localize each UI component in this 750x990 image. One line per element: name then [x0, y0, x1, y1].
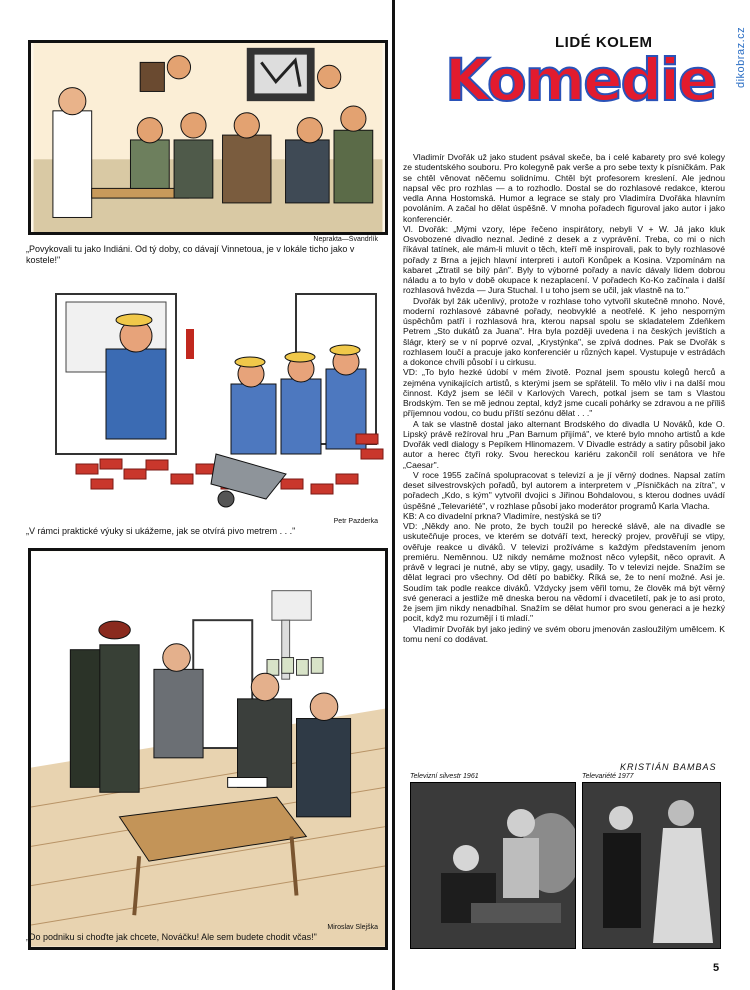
cartoon-2-credit: Petr Pazderka [333, 518, 378, 525]
cartoon-3-panel [28, 548, 388, 950]
photo-2-caption: Televariété 1977 [582, 773, 634, 780]
column-divider [392, 0, 395, 990]
cartoon-1-credit: Neprakta—Švandrlík [313, 236, 378, 243]
article-author: KRISTIÁN BAMBAS [620, 762, 717, 772]
article-paragraph: Dvořák byl žák učenlivý, protože v rozhlase toho vytvořil skutečně mnoho. Nové, moderní rozhlasové zábavné pořady, neobvyklé a neotřelé. K jeho nesporným úspěchům patří i rozhlasová hra, kterou napsal spolu se skladatelem Zdeňkem Petrem „Sto dukátů za Juana". Hra byla později uvedena i na českých jevištích a šlágr, který se v ní poprvé ozval, „Krystýnka", se zpívá dodnes. Pak se Dvořák s rozhlasem loučí a pracuje jako konferenciér u různých kapel. Vystupuje v estrádách a dokonce chvíli působí i u cirkusu. [403, 295, 725, 367]
article-paragraph: Vl. Dvořák: „Mými vzory, lépe řečeno inspirátory, nebyli V + W. Já jako kluk Osvobozené divadlo neznal. Jediné z desek a z vyprávění. Treba, co mi o nich říkával tatínek, ale mám-li mluvit o těch, kteří mě inspirovali, pak to byly rozhlasové pořady z Brna a jejich hlavní interpreti i autoři Konůpek a Kosina. Vzpomínám na kabaret „Ztratil se bílý pán". Byly to výborné pořady a navíc dávaly lidem dobrou náladu a to bylo v době okupace k nezaplacení. V pořadech Ko-Ko začínala i další rozhlasová hvězda — Jura Stuchal. I u toho jsem se učil, jak vlastně na to." [403, 223, 725, 296]
cartoon-3-credit: Miroslav Slejška [327, 924, 378, 931]
photo-2 [582, 782, 721, 949]
cartoon-1-image [31, 43, 385, 232]
article-paragraph: Vladimír Dvořák už jako student psával skeče, ba i celé kabarety pro své kolegy ze studentského souboru. Pro kolegyně pak verše a pro sebe texty k písničkám. Pak se chtěl věnovat něčemu solidnímu. Chtěl být profesorem kreslení. Ale jednou napsal věc pro rozhlas — a to rozhodlo. Dostal se do rozhlasové redakce, kterou vedla Anna Hostomská. Humor a legrace se staly pro Vladimíra Dvořáka hlavním povoláním. A začal ho dělat úspěšně. V mnoha pořadech figuroval jako autor i jako konferenciér. [403, 152, 725, 224]
cartoon-1-caption: „Povykovali tu jako Indiáni. Od tý doby, co dávají Vinnetoua, je v lokále ticho jako v kostele!" [26, 244, 355, 265]
cartoon-1-panel [28, 40, 388, 235]
photo-1-caption: Televizní silvestr 1961 [410, 773, 479, 780]
section-kicker: LIDÉ KOLEM [555, 34, 653, 51]
cartoon-3-image [31, 551, 385, 947]
article-paragraph: VD: „Někdy ano. Ne proto, že bych toužil po herecké slávě, ale na divadle se uskutečňuje proces, ve kterém se dotváří text, herecký projev, prověřují se vtipy, ověřuje reakce u diváků. V televizi prožíváme s každým představením jenom premiéru. Neměnnou. Už nikdy nemáme možnost něco vylepšit, něco opravit. A právě v legraci je nutné, aby se vtipy, gagy, usadily. To v televizi nejde. Snažím se dělat legraci pro všechny. Od dětí po babičky. Říká se, že to není možné. Asi je. Soudím tak podle reakce diváků. Vždycky jsem věřil tomu, že člověk má být věrný své generaci a jestliže mě dneska berou na vědomí i dvacetiletí, pak je to asi proto, že jsem jim nikdy nenadbíhal. Snažím se dělat humor pro svou generaci a je hezký pocit, když mu rozumějí i ti mladí." [403, 521, 725, 624]
article-body [403, 152, 725, 644]
page-number: 5 [713, 962, 720, 974]
article-paragraph: VD: „To bylo hezké údobí v mém životě. Poznal jsem spoustu kolegů herců a zejména vynikajících artistů, s kterými jsem se spřátelil. To mělo vliv i na další mou činnost. Když jsem se léčil v Karlových Varech, potkal jsem se tam s Vlastou Brodským. Ten se mě jednou zeptal, když jsme cucali pohárky se zdravou a ne příliš příjemnou vodou, co budu příští sezónu dělat . . ." [403, 367, 725, 419]
cartoon-2-image [36, 268, 386, 530]
cartoon-column [18, 0, 390, 990]
cartoon-2-caption: „V rámci praktické výuky si ukážeme, jak se otvírá pivo metrem . . ." [26, 526, 296, 536]
section-logo: Komedie [445, 46, 716, 114]
photo-1 [410, 782, 576, 949]
article-paragraph: Vladimír Dvořák byl jako jediný ve svém oboru jmenován zasloužilým umělcem. K tomu není co dodávat. [403, 623, 725, 644]
cartoon-3-caption: „Do podniku si choďte jak chcete, Nováčku! Ale sem budete chodit včas!" [26, 932, 317, 942]
watermark: dikobraz.cz [735, 26, 747, 88]
article-paragraph: KB: A co divadelní prkna? Vladimíre, nestýská se ti? [403, 510, 602, 521]
article-paragraph: V roce 1955 začíná spolupracovat s televizí a je jí věrný dodnes. Napsal zatím deset silvestrovských pořadů, byl autorem a interpretem v „Písničkách na zítra", v pořadech „Kdo, s kým" vytvořil dvojici s Jiřinou Bohdalovou, s kterou dodnes uvádí úspěšné „Televariété", v rozhlase působí jako moderátor programů Karla Vlacha. [403, 469, 725, 511]
article-paragraph: A tak se vlastně dostal jako alternant Brodského do divadla U Nováků, kde O. Lipský právě režíroval hru „Pan Barnum přijímá", ve které bylo mnoho artistů a kde Dvořák vedl dialogy s Pepíkem Hlinomazem. V Divadle estrády a satiry působil jako autor a herec čtyři roky. Svou hereckou kariéru zakončil rolí senátora ve hře „Caesar". [403, 418, 725, 470]
